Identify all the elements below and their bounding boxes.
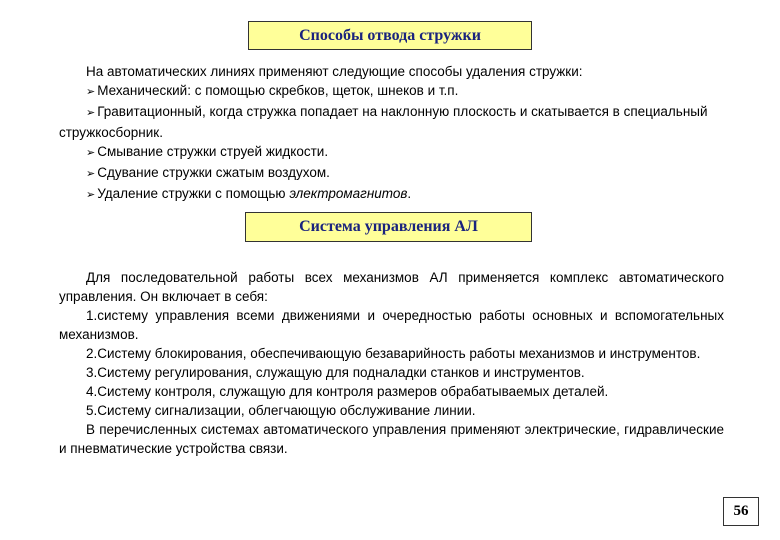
arrow-bullet-icon: ➢ xyxy=(86,86,96,98)
arrow-bullet-icon: ➢ xyxy=(86,168,96,180)
section2-title: Система управления АЛ xyxy=(245,212,532,242)
section1-title: Способы отвода стружки xyxy=(248,21,532,50)
list-item: 1.систему управления всеми движениями и очередностью работы основных и вспомогательных механизмов. xyxy=(59,308,724,342)
bullet-text-prefix: Удаление стружки с помощью xyxy=(97,186,290,201)
bullet-item xyxy=(59,81,724,102)
page-number: 56 xyxy=(723,497,759,526)
list-item: 5.Систему сигнализации, облегчающую обслуживание линии. xyxy=(86,403,476,418)
bullet-item xyxy=(59,142,724,163)
arrow-bullet-icon: ➢ xyxy=(86,189,96,201)
list-item: 4.Систему контроля, служащую для контроля размеров обрабатываемых деталей. xyxy=(86,384,609,399)
bullet-text: Гравитационный, когда стружка попадает на наклонную плоскость и скатывается в специальный стружкосборник. xyxy=(59,104,708,140)
bullet-item xyxy=(59,102,724,142)
bullet-text: Сдувание стружки сжатым воздухом. xyxy=(97,165,330,180)
bullet-text-suffix: . xyxy=(407,186,412,201)
section2-closing: В перечисленных системах автоматического управления применяют электрические, гидравлические и пневматические устройства связи. xyxy=(59,422,724,456)
bullet-item xyxy=(59,184,724,205)
section1-intro: На автоматических линиях применяют следующие способы удаления стружки: xyxy=(86,64,583,79)
arrow-bullet-icon: ➢ xyxy=(86,107,96,119)
section2-intro: Для последовательной работы всех механизмов АЛ применяется комплекс автоматического управления. Он включает в себя: xyxy=(59,270,724,304)
bullet-text: Смывание стружки струей жидкости. xyxy=(97,144,329,159)
bullet-text-italic: электромагнитов xyxy=(289,186,408,201)
arrow-bullet-icon: ➢ xyxy=(86,147,96,159)
section1-body xyxy=(59,62,724,205)
list-item: 3.Систему регулирования, служащую для подналадки станков и инструментов. xyxy=(86,365,585,380)
bullet-item xyxy=(59,163,724,184)
bullet-text: Механический: с помощью скребков, щеток, шнеков и т.п. xyxy=(97,83,459,98)
section2-body xyxy=(59,268,724,458)
list-item: 2.Систему блокирования, обеспечивающую безаварийность работы механизмов и инструментов. xyxy=(86,346,701,361)
